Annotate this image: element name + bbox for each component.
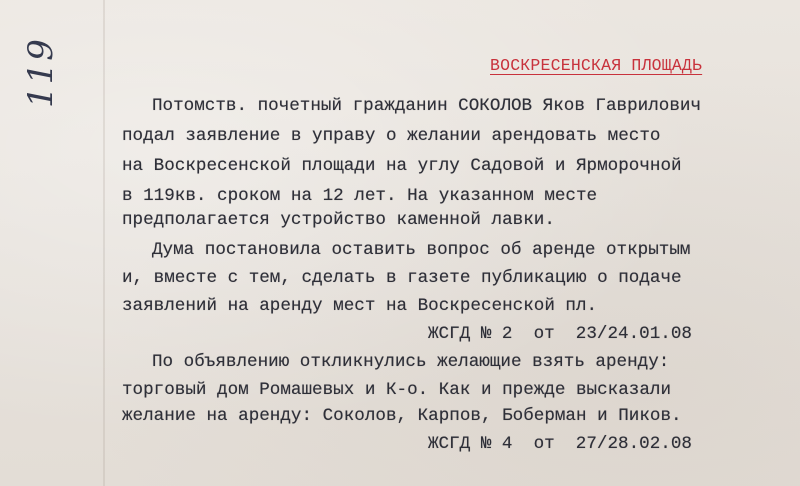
archive-number: 119 [21, 37, 61, 108]
text-line: Потомств. почетный гражданин СОКОЛОВ Яков Гаврилович [152, 96, 702, 116]
text-line: Дума постановила оставить вопрос об аренде открытым [152, 240, 691, 260]
text-line: торговый дом Ромашевых и К-о. Как и прежде высказали [122, 380, 672, 400]
text-line: заявлений на аренду мест на Воскресенской пл. [122, 296, 598, 316]
source-reference: ЖСГД № 4 от 27/28.02.08 [428, 434, 692, 454]
text-line: желание на аренду: Соколов, Карпов, Боберман и Пиков. [122, 406, 682, 426]
text-line: на Воскресенской площади на углу Садовой и Ярморочной [122, 156, 682, 176]
paper-fold [103, 0, 105, 486]
text-line: предполагается устройство каменной лавки. [122, 210, 555, 230]
text-line: в 119кв. сроком на 12 лет. На указанном месте [122, 186, 598, 206]
text-line: подал заявление в управу о желании арендовать место [122, 126, 661, 146]
text-line: и, вместе с тем, сделать в газете публикацию о подаче [122, 268, 682, 288]
text-line: По объявлению откликнулись желающие взять аренду: [152, 352, 670, 372]
source-reference: ЖСГД № 2 от 23/24.01.08 [428, 324, 692, 344]
document-heading: ВОСКРЕСЕНСКАЯ ПЛОЩАДЬ [490, 56, 703, 75]
